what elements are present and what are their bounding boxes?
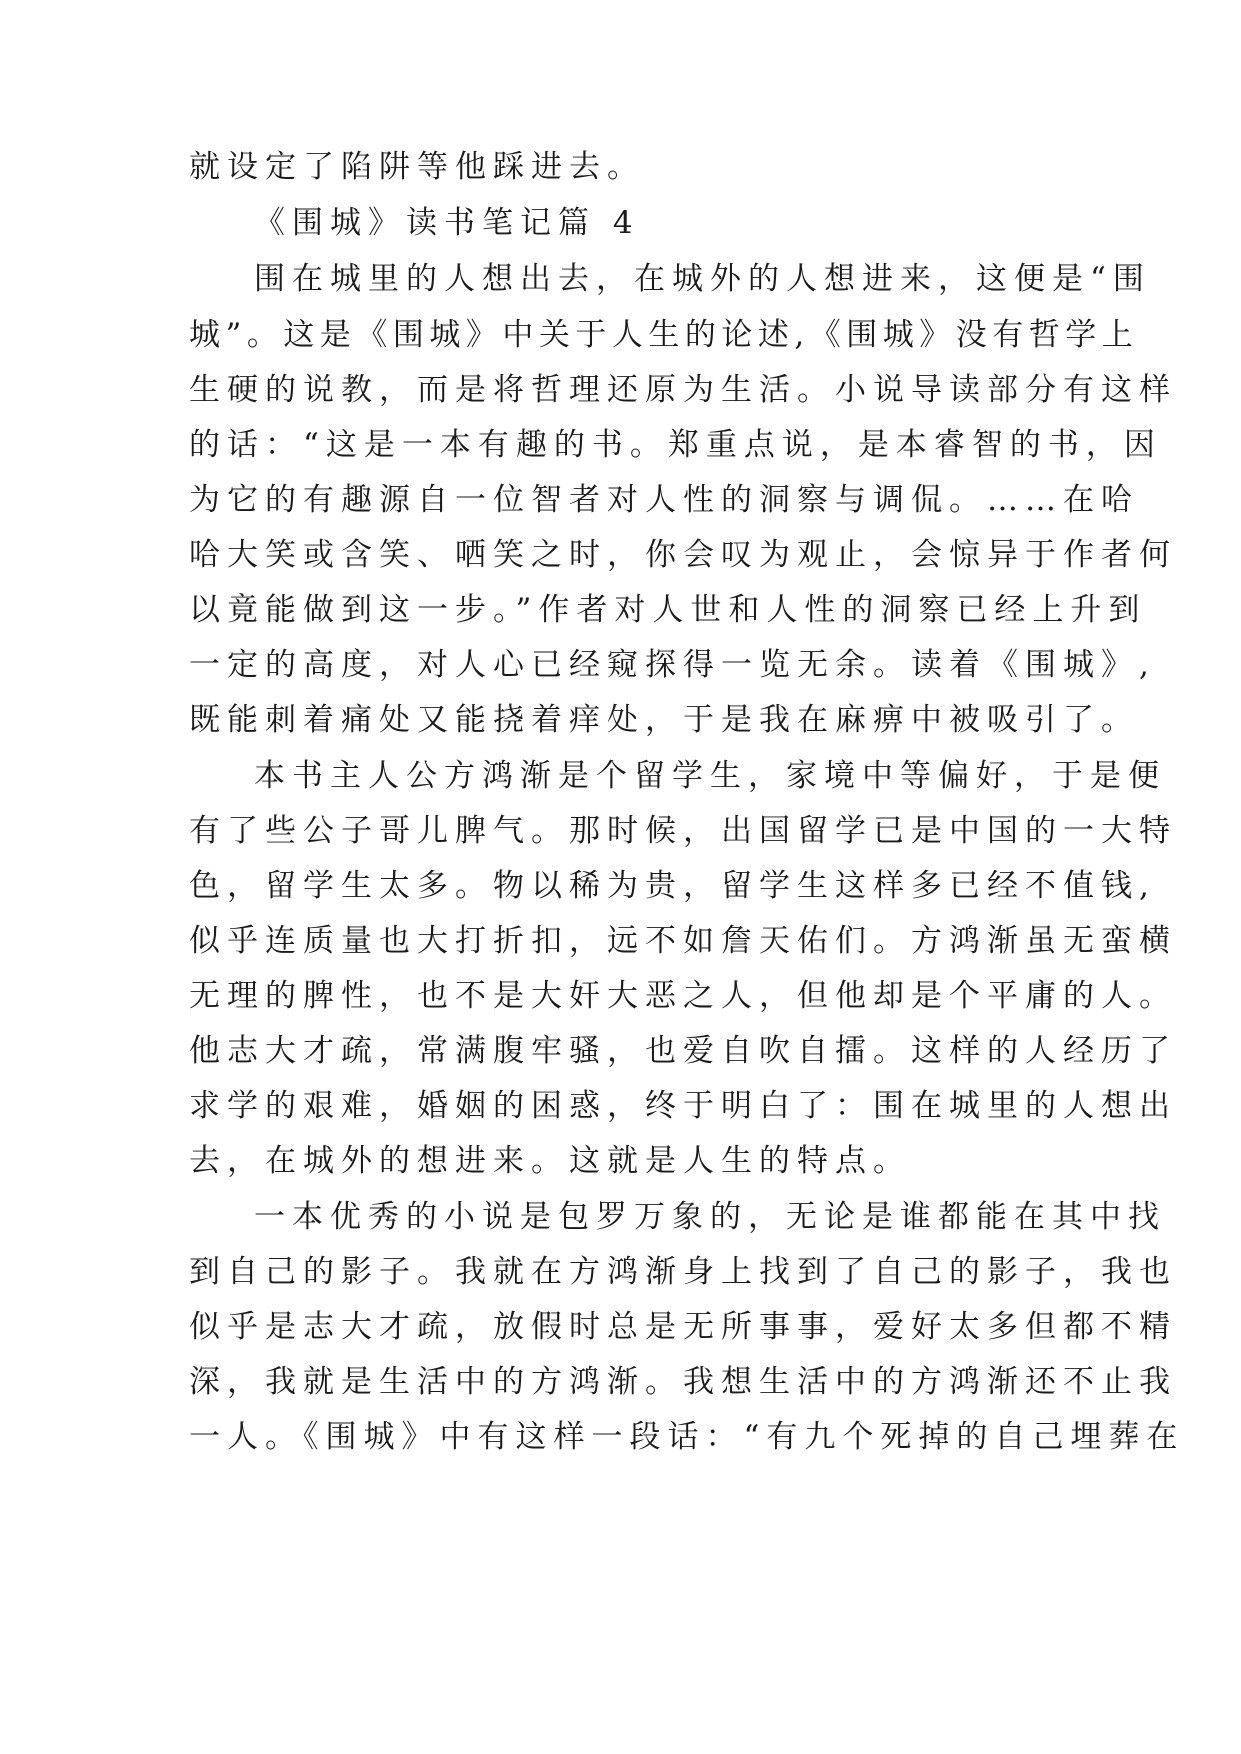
section-heading: 《围城》读书笔记篇 4 xyxy=(254,205,640,241)
text-line: 生硬的说教，而是将哲理还原为生活。小说导读部分有这样 xyxy=(189,372,1177,408)
text-line: 的话：“这是一本有趣的书。郑重点说，是本睿智的书，因 xyxy=(189,427,1162,463)
text-line: 色，留学生太多。物以稀为贵，留学生这样多已经不值钱, xyxy=(189,868,1156,904)
text-line: 到自己的影子。我就在方鸿渐身上找到了自己的影子，我也 xyxy=(189,1254,1177,1290)
text-line: 城”。这是《围城》中关于人生的论述,《围城》没有哲学上 xyxy=(189,317,1139,353)
text-line: 哈大笑或含笑、哂笑之时，你会叹为观止，会惊异于作者何 xyxy=(189,537,1177,573)
text-line: 无理的脾性，也不是大奸大恶之人，但他却是个平庸的人。 xyxy=(189,978,1177,1014)
text-line: 既能刺着痛处又能挠着痒处，于是我在麻痹中被吸引了。 xyxy=(189,702,1139,738)
text-line: 一人。《围城》中有这样一段话：“有九个死掉的自己埋葬在 xyxy=(189,1419,1185,1455)
text-line: 有了些公子哥儿脾气。那时候，出国留学已是中国的一大特 xyxy=(189,813,1177,849)
text-line: 就设定了陷阱等他踩进去。 xyxy=(189,149,645,185)
text-line: 为它的有趣源自一位智者对人性的洞察与调侃。……在哈 xyxy=(189,482,1139,518)
text-line: 深，我就是生活中的方鸿渐。我想生活中的方鸿渐还不止我 xyxy=(189,1364,1177,1400)
text-line: 去，在城外的想进来。这就是人生的特点。 xyxy=(189,1143,911,1179)
text-line: 本书主人公方鸿渐是个留学生，家境中等偏好，于是便 xyxy=(254,758,1166,794)
text-line: 围在城里的人想出去，在城外的人想进来，这便是“围 xyxy=(254,261,1151,297)
text-line: 似乎是志大才疏，放假时总是无所事事，爱好太多但都不精 xyxy=(189,1309,1177,1345)
text-line: 以竟能做到这一步。”作者对人世和人性的洞察已经上升到 xyxy=(189,592,1147,628)
text-line: 似乎连质量也大打折扣，远不如詹天佑们。方鸿渐虽无蛮横 xyxy=(189,923,1177,959)
text-line: 求学的艰难，婚姻的困惑，终于明白了：围在城里的人想出 xyxy=(189,1088,1177,1124)
text-line: 一本优秀的小说是包罗万象的，无论是谁都能在其中找 xyxy=(254,1199,1166,1235)
text-line: 一定的高度，对人心已经窥探得一览无余。读着《围城》, xyxy=(189,647,1156,683)
text-line: 他志大才疏，常满腹牢骚，也爱自吹自擂。这样的人经历了 xyxy=(189,1033,1177,1069)
